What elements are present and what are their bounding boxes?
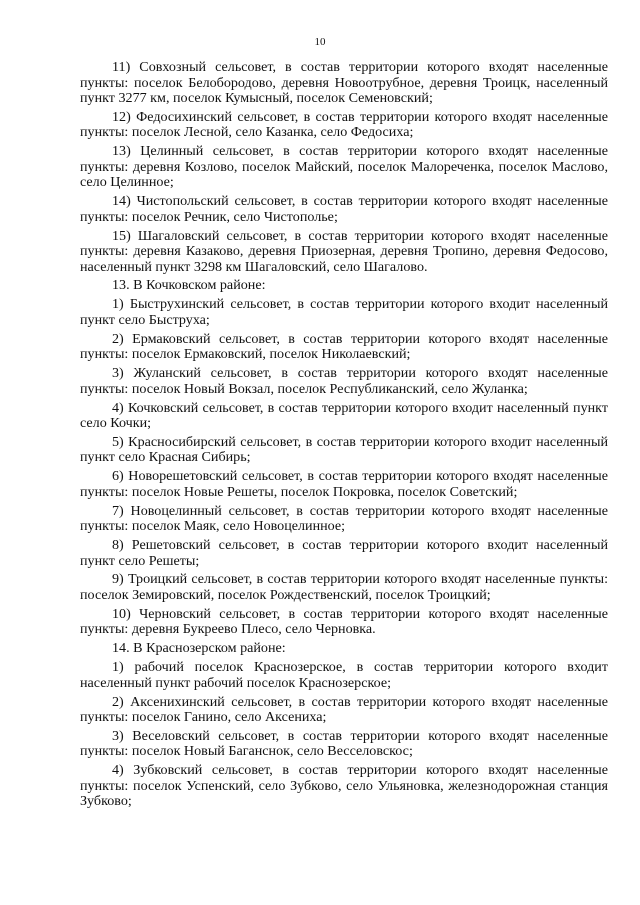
document-body xyxy=(80,60,608,810)
page-number: 10 xyxy=(314,36,326,48)
list-item: 4) Кочковский сельсовет, в состав территории которого входит населенный пункт село Кочки; xyxy=(80,399,608,432)
list-item: 1) Быструхинский сельсовет, в состав территории которого входит населенный пункт село Быструха; xyxy=(80,296,608,328)
list-item: 6) Новорешетовский сельсовет, в состав территории которого входят населенные пункты: поселок Новые Решеты, поселок Покровка, поселок Советский; xyxy=(80,468,608,500)
list-item: 3) Веселовский сельсовет, в состав территории которого входят населенные пункты: поселок Новый Баганснок, село Весселовскос; xyxy=(80,727,608,760)
list-item: 2) Аксенихинский сельсовет, в состав территории которого входят населенные пункты: поселок Ганино, село Аксениха; xyxy=(80,693,608,726)
section-heading: 14. В Краснозерском районе: xyxy=(112,640,286,657)
list-item: 1) рабочий поселок Краснозерское, в состав территории которого входит населенный пункт рабочий поселок Краснозерское; xyxy=(80,659,608,691)
list-item: 15) Шагаловский сельсовет, в состав территории которого входят населенные пункты: деревня Казаково, деревня Приозерная, деревня Тропино, деревня Федосово, населенный пункт 3298 км Шагаловский, село Шагалово. xyxy=(80,227,608,275)
list-item: 12) Федосихинский сельсовет, в состав территории которого входят населенные пункты: поселок Лесной, село Казанка, село Федосиха; xyxy=(80,108,608,141)
list-item: 5) Красносибирский сельсовет, в состав территории которого входит населенный пункт село Красная Сибирь; xyxy=(80,433,608,466)
list-item: 3) Жуланский сельсовет, в состав территории которого входят населенные пункты: поселок Новый Вокзал, поселок Республиканский, село Жуланка; xyxy=(80,365,608,397)
list-item: 4) Зубковский сельсовет, в состав территории которого входят населенные пункты: поселок Успенский, село Зубково, село Ульяновка, железнодорожная станция Зубково; xyxy=(80,762,608,810)
list-item: 2) Ермаковский сельсовет, в состав территории которого входят населенные пункты: поселок Ермаковский, поселок Николаевский; xyxy=(80,330,608,363)
section-heading: 13. В Кочковском районе: xyxy=(112,277,266,294)
list-item: 10) Черновский сельсовет, в состав территории которого входят населенные пункты: деревня Букреево Плесо, село Черновка. xyxy=(80,605,608,638)
list-item: 14) Чистопольский сельсовет, в состав территории которого входят населенные пункты: поселок Речник, село Чистополье; xyxy=(80,193,608,225)
list-item: 8) Решетовский сельсовет, в состав территории которого входит населенный пункт село Решеты; xyxy=(80,537,608,569)
list-item: 7) Новоцелинный сельсовет, в состав территории которого входят населенные пункты: поселок Маяк, село Новоцелинное; xyxy=(80,502,608,535)
list-item: 9) Троицкий сельсовет, в состав территории которого входят населенные пункты: поселок Земировский, поселок Рождественский, поселок Троицкий; xyxy=(80,571,608,603)
list-item: 11) Совхозный сельсовет, в состав территории которого входят населенные пункты: поселок Белобородово, деревня Новоотрубное, деревня Троицк, населенный пункт 3277 км, поселок Кумысный, поселок Семеновский; xyxy=(80,59,608,106)
list-item: 13) Целинный сельсовет, в состав территории которого входят населенные пункты: деревня Козлово, поселок Майский, поселок Малореченка, поселок Маслово, село Целинное; xyxy=(80,143,608,191)
